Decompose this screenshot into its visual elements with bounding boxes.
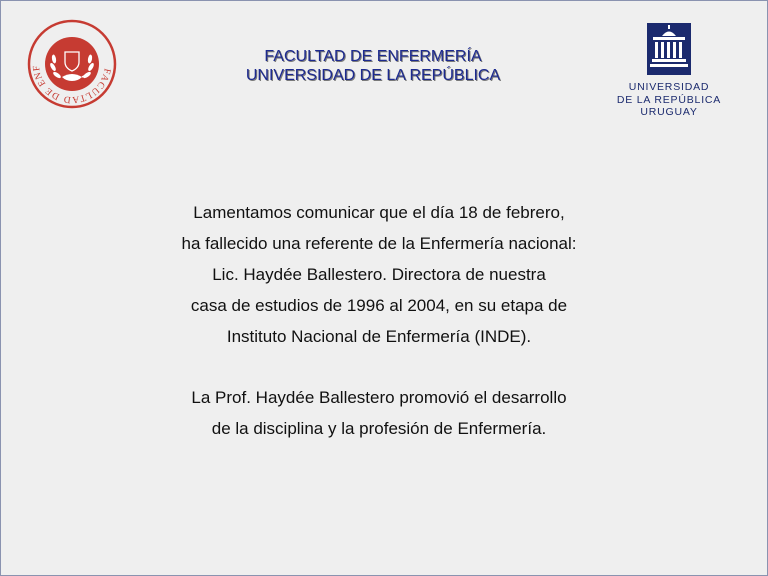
udelar-logo-line3: URUGUAY: [640, 106, 698, 118]
udelar-logo: [611, 23, 727, 119]
page-title: [173, 47, 573, 85]
university-name: UNIVERSIDAD DE LA REPÚBLICA: [245, 67, 501, 84]
announcement-line: Lamentamos comunicar que el día 18 de febrero,: [193, 203, 565, 222]
svg-text:FACULTAD DE ENFERMERIA: FACULTAD DE ENF: [31, 64, 112, 105]
faculty-seal-logo: [27, 19, 117, 109]
announcement-line: La Prof. Haydée Ballestero promovió el desarrollo: [191, 388, 567, 407]
announcement-line: Lic. Haydée Ballestero. Directora de nuestra: [212, 265, 546, 284]
announcement-line: casa de estudios de 1996 al 2004, en su etapa de: [190, 296, 568, 315]
udelar-logo-line1: UNIVERSIDAD: [628, 81, 710, 93]
udelar-logo-line2: DE LA REPÚBLICA: [616, 93, 722, 106]
faculty-name: FACULTAD DE ENFERMERÍA: [264, 48, 482, 65]
announcement-line: ha fallecido una referente de la Enfermería nacional:: [181, 234, 577, 253]
announcement-line: de la disciplina y la profesión de Enfermería.: [211, 419, 547, 438]
announcement-line: Instituto Nacional de Enfermería (INDE).: [226, 327, 532, 346]
announcement-text: [99, 197, 659, 444]
building-icon: [647, 23, 691, 75]
